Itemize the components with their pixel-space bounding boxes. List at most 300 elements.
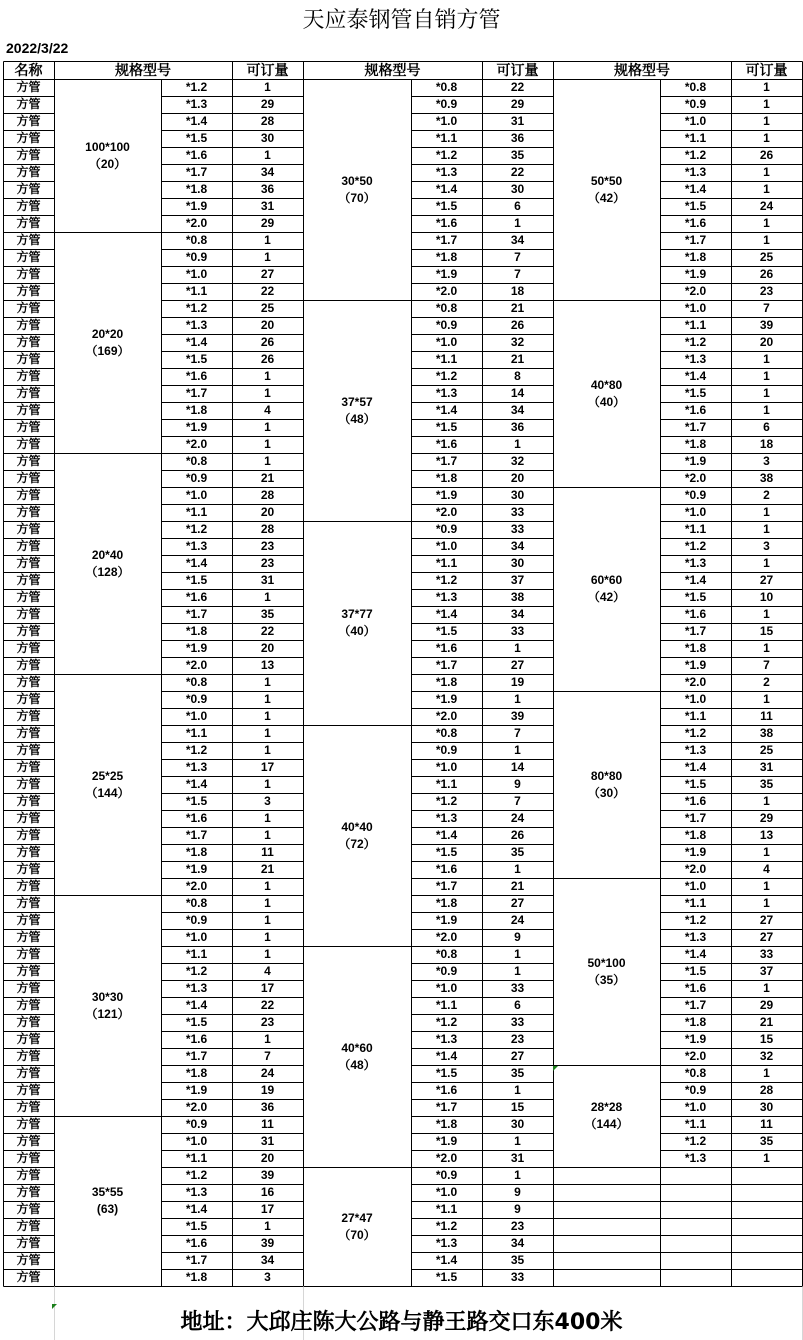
qty-cell: 13 bbox=[759, 828, 774, 842]
spec-cell bbox=[553, 878, 660, 1065]
spec-cell bbox=[553, 79, 660, 300]
thickness-cell: *1.5 bbox=[684, 964, 707, 978]
qty-cell: 29 bbox=[260, 216, 275, 230]
thickness-cell: *0.9 bbox=[185, 1117, 208, 1131]
qty-cell: 1 bbox=[264, 930, 271, 944]
thickness-cell: *1.0 bbox=[684, 879, 707, 893]
spec-cell bbox=[54, 232, 161, 453]
qty-cell: 25 bbox=[260, 301, 275, 315]
qty-cell: 1 bbox=[514, 437, 521, 451]
spec-size: 20*40 bbox=[91, 547, 124, 562]
thickness-cell: *1.5 bbox=[684, 590, 707, 604]
thickness-cell: *1.3 bbox=[185, 318, 208, 332]
thickness-cell: *1.3 bbox=[435, 811, 458, 825]
thickness-cell: *2.0 bbox=[684, 675, 707, 689]
qty-cell: 30 bbox=[510, 556, 525, 570]
thickness-cell: *1.1 bbox=[185, 726, 208, 740]
row-name-cell: 方管 bbox=[16, 794, 41, 808]
qty-cell: 20 bbox=[759, 335, 774, 349]
row-name-cell: 方管 bbox=[16, 471, 41, 485]
qty-cell: 21 bbox=[510, 301, 525, 315]
qty-cell: 1 bbox=[763, 556, 770, 570]
qty-cell: 17 bbox=[260, 1202, 275, 1216]
qty-cell: 34 bbox=[510, 1236, 525, 1250]
row-name-cell: 方管 bbox=[16, 828, 41, 842]
spec-total: （70） bbox=[338, 1227, 376, 1242]
thickness-cell: *1.2 bbox=[684, 1134, 707, 1148]
spec-cell bbox=[553, 487, 660, 691]
thickness-cell: *0.9 bbox=[435, 97, 458, 111]
row-name-cell: 方管 bbox=[16, 862, 41, 876]
spec-total: （48） bbox=[338, 411, 376, 426]
spec-cell bbox=[303, 725, 411, 946]
qty-cell: 6 bbox=[514, 998, 521, 1012]
qty-cell: 1 bbox=[763, 403, 770, 417]
thickness-cell: *2.0 bbox=[435, 1151, 458, 1165]
thickness-cell: *1.9 bbox=[684, 454, 707, 468]
thickness-cell: *1.4 bbox=[185, 114, 208, 128]
qty-cell: 19 bbox=[510, 675, 525, 689]
qty-cell: 1 bbox=[264, 709, 271, 723]
row-name-cell: 方管 bbox=[16, 420, 41, 434]
thickness-cell: *1.8 bbox=[185, 403, 208, 417]
row-name-cell: 方管 bbox=[16, 97, 41, 111]
spec-total: （40） bbox=[338, 624, 376, 638]
thickness-cell: *2.0 bbox=[435, 505, 458, 519]
qty-cell: 39 bbox=[510, 709, 525, 723]
thickness-cell: *1.1 bbox=[684, 522, 707, 536]
thickness-cell: *1.1 bbox=[684, 1117, 707, 1131]
thickness-cell: *1.0 bbox=[185, 930, 208, 944]
qty-cell: 3 bbox=[264, 794, 271, 808]
qty-cell: 1 bbox=[264, 590, 271, 604]
row-name-cell: 方管 bbox=[16, 692, 41, 706]
thickness-cell: *1.7 bbox=[185, 1049, 208, 1063]
qty-cell: 2 bbox=[763, 675, 770, 689]
qty-cell: 33 bbox=[510, 1015, 525, 1029]
qty-cell: 31 bbox=[510, 114, 525, 128]
row-name-cell: 方管 bbox=[16, 947, 41, 961]
thickness-cell: *0.9 bbox=[684, 488, 707, 502]
thickness-cell: *0.8 bbox=[185, 675, 208, 689]
qty-cell: 1 bbox=[763, 981, 770, 995]
qty-cell: 1 bbox=[264, 913, 271, 927]
thickness-cell: *0.8 bbox=[684, 1066, 707, 1080]
qty-cell: 7 bbox=[514, 267, 521, 281]
qty-cell: 1 bbox=[763, 607, 770, 621]
qty-cell: 25 bbox=[759, 250, 774, 264]
qty-cell: 37 bbox=[759, 964, 774, 978]
qty-cell: 36 bbox=[260, 182, 275, 196]
qty-cell: 1 bbox=[264, 454, 271, 468]
thickness-cell: *1.5 bbox=[185, 352, 208, 366]
qty-cell: 1 bbox=[763, 386, 770, 400]
thickness-cell: *0.9 bbox=[435, 318, 458, 332]
qty-cell: 28 bbox=[260, 522, 275, 536]
qty-cell: 3 bbox=[763, 539, 770, 553]
thickness-cell: *1.2 bbox=[435, 1015, 458, 1029]
thickness-cell: *1.4 bbox=[684, 947, 707, 961]
qty-cell: 14 bbox=[510, 760, 525, 774]
row-name-cell: 方管 bbox=[16, 216, 41, 230]
thickness-cell: *1.5 bbox=[684, 777, 707, 791]
spec-size: 37*57 bbox=[341, 394, 373, 409]
thickness-cell: *1.4 bbox=[684, 369, 707, 383]
spec-cell bbox=[303, 79, 411, 300]
thickness-cell: *1.9 bbox=[684, 267, 707, 281]
thickness-cell: *1.1 bbox=[435, 777, 458, 791]
thickness-cell: *1.9 bbox=[435, 1134, 458, 1148]
spec-cell bbox=[54, 453, 161, 674]
row-name-cell: 方管 bbox=[16, 1117, 41, 1131]
qty-cell: 1 bbox=[514, 743, 521, 757]
thickness-cell: *1.7 bbox=[684, 420, 707, 434]
row-name-cell: 方管 bbox=[16, 165, 41, 179]
thickness-cell: *1.3 bbox=[435, 590, 458, 604]
thickness-cell: *1.2 bbox=[185, 1168, 208, 1182]
thickness-cell: *2.0 bbox=[185, 658, 208, 672]
thickness-cell: *1.5 bbox=[185, 794, 208, 808]
qty-cell: 3 bbox=[264, 1270, 271, 1284]
qty-cell: 38 bbox=[510, 590, 525, 604]
thickness-cell: *1.4 bbox=[185, 556, 208, 570]
spec-total: （70） bbox=[338, 190, 376, 205]
thickness-cell: *2.0 bbox=[684, 284, 707, 298]
spec-cell bbox=[553, 300, 660, 487]
qty-cell: 1 bbox=[264, 148, 271, 162]
qty-cell: 20 bbox=[260, 641, 275, 655]
spec-cell bbox=[303, 521, 411, 725]
qty-cell: 20 bbox=[260, 1151, 275, 1165]
thickness-cell: *0.9 bbox=[435, 743, 458, 757]
qty-cell: 1 bbox=[763, 896, 770, 910]
spec-size: 37*77 bbox=[341, 607, 373, 621]
thickness-cell: *1.4 bbox=[185, 1202, 208, 1216]
thickness-cell: *1.2 bbox=[185, 522, 208, 536]
spec-cell bbox=[54, 1116, 161, 1286]
thickness-cell: *1.1 bbox=[435, 1202, 458, 1216]
thickness-cell: *0.9 bbox=[435, 964, 458, 978]
qty-cell: 21 bbox=[260, 471, 275, 485]
thickness-cell: *1.8 bbox=[684, 437, 707, 451]
thickness-cell: *1.2 bbox=[435, 148, 458, 162]
qty-cell: 1 bbox=[514, 862, 521, 876]
thickness-cell: *1.6 bbox=[684, 216, 707, 230]
row-name-cell: 方管 bbox=[16, 199, 41, 213]
thickness-cell: *0.8 bbox=[435, 80, 458, 94]
qty-cell: 26 bbox=[759, 267, 774, 281]
thickness-cell: *1.6 bbox=[435, 1083, 458, 1097]
qty-cell: 1 bbox=[264, 1032, 271, 1046]
spec-total: （30） bbox=[587, 785, 626, 800]
spec-cell bbox=[303, 300, 411, 521]
thickness-cell: *1.6 bbox=[684, 607, 707, 621]
thickness-cell: *1.7 bbox=[684, 811, 707, 825]
qty-cell: 17 bbox=[260, 760, 275, 774]
thickness-cell: *1.5 bbox=[435, 1270, 458, 1284]
thickness-cell: *1.1 bbox=[435, 556, 458, 570]
thickness-cell: *1.9 bbox=[185, 862, 208, 876]
thickness-cell: *1.1 bbox=[185, 947, 208, 961]
thickness-cell: *1.2 bbox=[684, 913, 707, 927]
thickness-cell: *1.8 bbox=[684, 1015, 707, 1029]
thickness-cell: *1.2 bbox=[435, 794, 458, 808]
spec-size: 28*28 bbox=[590, 1100, 623, 1114]
thickness-cell: *1.0 bbox=[185, 1134, 208, 1148]
thickness-cell: *1.0 bbox=[684, 692, 707, 706]
qty-cell: 11 bbox=[261, 845, 274, 859]
header-qty-1: 可订量 bbox=[246, 62, 289, 78]
thickness-cell: *1.6 bbox=[684, 794, 707, 808]
spec-cell bbox=[553, 1065, 660, 1167]
row-name-cell: 方管 bbox=[16, 981, 41, 995]
qty-cell: 9 bbox=[514, 1185, 521, 1199]
sheet-date: 2022/3/22 bbox=[6, 40, 69, 56]
thickness-cell: *2.0 bbox=[185, 1100, 208, 1114]
spec-size: 40*80 bbox=[590, 377, 623, 392]
qty-cell: 28 bbox=[260, 114, 275, 128]
qty-cell: 35 bbox=[759, 777, 774, 791]
spec-size: 60*60 bbox=[590, 573, 623, 587]
thickness-cell: *1.9 bbox=[684, 845, 707, 859]
thickness-cell: *2.0 bbox=[684, 862, 707, 876]
qty-cell: 28 bbox=[260, 488, 275, 502]
thickness-cell: *2.0 bbox=[435, 930, 458, 944]
qty-cell: 1 bbox=[763, 1151, 770, 1165]
qty-cell: 1 bbox=[264, 692, 271, 706]
thickness-cell: *1.0 bbox=[684, 114, 707, 128]
thickness-cell: *1.4 bbox=[185, 335, 208, 349]
thickness-cell: *1.7 bbox=[185, 386, 208, 400]
qty-cell: 33 bbox=[510, 624, 525, 638]
thickness-cell: *1.3 bbox=[684, 556, 707, 570]
qty-cell: 1 bbox=[514, 692, 521, 706]
thickness-cell: *1.7 bbox=[435, 1100, 458, 1114]
qty-cell: 35 bbox=[759, 1134, 774, 1148]
row-name-cell: 方管 bbox=[16, 1049, 41, 1063]
qty-cell: 1 bbox=[763, 97, 770, 111]
qty-cell: 7 bbox=[514, 794, 521, 808]
qty-cell: 6 bbox=[763, 420, 770, 434]
thickness-cell: *1.1 bbox=[435, 352, 458, 366]
qty-cell: 37 bbox=[510, 573, 525, 587]
qty-cell: 4 bbox=[264, 964, 271, 978]
row-name-cell: 方管 bbox=[16, 1185, 41, 1199]
thickness-cell: *1.8 bbox=[185, 1270, 208, 1284]
qty-cell: 24 bbox=[510, 811, 525, 825]
qty-cell: 15 bbox=[510, 1100, 525, 1114]
qty-cell: 20 bbox=[260, 505, 275, 519]
qty-cell: 1 bbox=[264, 250, 271, 264]
qty-cell: 1 bbox=[763, 522, 770, 536]
qty-cell: 35 bbox=[510, 148, 525, 162]
qty-cell: 36 bbox=[510, 420, 525, 434]
thickness-cell: *1.8 bbox=[684, 828, 707, 842]
thickness-cell: *1.0 bbox=[435, 335, 458, 349]
qty-cell: 36 bbox=[260, 1100, 275, 1114]
qty-cell: 34 bbox=[260, 1253, 275, 1267]
thickness-cell: *0.9 bbox=[185, 471, 208, 485]
row-name-cell: 方管 bbox=[16, 1168, 41, 1182]
qty-cell: 1 bbox=[763, 505, 770, 519]
qty-cell: 1 bbox=[264, 437, 271, 451]
thickness-cell: *1.2 bbox=[435, 1219, 458, 1233]
row-name-cell: 方管 bbox=[16, 1219, 41, 1233]
spec-total: （48） bbox=[338, 1057, 376, 1072]
thickness-cell: *2.0 bbox=[185, 216, 208, 230]
spec-cell bbox=[303, 1167, 411, 1286]
qty-cell: 22 bbox=[260, 998, 275, 1012]
qty-cell: 14 bbox=[510, 386, 525, 400]
thickness-cell: *1.7 bbox=[684, 998, 707, 1012]
qty-cell: 23 bbox=[260, 556, 275, 570]
spec-total: （128） bbox=[85, 564, 130, 579]
spec-size: 25*25 bbox=[91, 768, 124, 783]
qty-cell: 26 bbox=[759, 148, 774, 162]
qty-cell: 1 bbox=[264, 828, 271, 842]
qty-cell: 27 bbox=[510, 896, 525, 910]
row-name-cell: 方管 bbox=[16, 1066, 41, 1080]
qty-cell: 20 bbox=[510, 471, 525, 485]
thickness-cell: *1.4 bbox=[435, 828, 458, 842]
qty-cell: 35 bbox=[260, 607, 275, 621]
thickness-cell: *0.8 bbox=[435, 726, 458, 740]
qty-cell: 18 bbox=[510, 284, 525, 298]
thickness-cell: *1.8 bbox=[185, 1066, 208, 1080]
thickness-cell: *1.0 bbox=[185, 267, 208, 281]
thickness-cell: *1.9 bbox=[185, 199, 208, 213]
qty-cell: 31 bbox=[759, 760, 774, 774]
row-name-cell: 方管 bbox=[16, 1015, 41, 1029]
qty-cell: 16 bbox=[260, 1185, 275, 1199]
qty-cell: 26 bbox=[510, 828, 525, 842]
qty-cell: 39 bbox=[260, 1168, 275, 1182]
row-name-cell: 方管 bbox=[16, 743, 41, 757]
thickness-cell: *1.6 bbox=[435, 216, 458, 230]
qty-cell: 1 bbox=[514, 1083, 521, 1097]
thickness-cell: *1.4 bbox=[435, 607, 458, 621]
thickness-cell: *1.4 bbox=[684, 182, 707, 196]
spec-size: 20*20 bbox=[91, 326, 124, 341]
row-name-cell: 方管 bbox=[16, 403, 41, 417]
qty-cell: 27 bbox=[510, 1049, 525, 1063]
qty-cell: 33 bbox=[510, 505, 525, 519]
thickness-cell: *1.8 bbox=[185, 182, 208, 196]
thickness-cell: *0.8 bbox=[185, 454, 208, 468]
qty-cell: 35 bbox=[510, 845, 525, 859]
qty-cell: 4 bbox=[264, 403, 271, 417]
spec-size: 50*100 bbox=[587, 955, 626, 970]
qty-cell: 1 bbox=[763, 1066, 770, 1080]
spec-size: 27*47 bbox=[341, 1210, 373, 1225]
qty-cell: 11 bbox=[760, 709, 773, 723]
qty-cell: 1 bbox=[763, 131, 770, 145]
thickness-cell: *0.9 bbox=[185, 913, 208, 927]
row-name-cell: 方管 bbox=[16, 1134, 41, 1148]
qty-cell: 9 bbox=[514, 777, 521, 791]
thickness-cell: *2.0 bbox=[435, 284, 458, 298]
spec-cell bbox=[54, 674, 161, 895]
header-spec-2: 规格型号 bbox=[364, 62, 421, 78]
row-name-cell: 方管 bbox=[16, 726, 41, 740]
thickness-cell: *1.0 bbox=[684, 301, 707, 315]
spec-size: 50*50 bbox=[590, 173, 623, 188]
spec-total: （20） bbox=[88, 156, 127, 171]
thickness-cell: *1.1 bbox=[684, 318, 707, 332]
row-name-cell: 方管 bbox=[16, 131, 41, 145]
row-name-cell: 方管 bbox=[16, 913, 41, 927]
qty-cell: 21 bbox=[260, 862, 275, 876]
qty-cell: 39 bbox=[260, 1236, 275, 1250]
qty-cell: 31 bbox=[260, 1134, 275, 1148]
thickness-cell: *1.6 bbox=[684, 403, 707, 417]
qty-cell: 1 bbox=[264, 233, 271, 247]
qty-cell: 24 bbox=[260, 1066, 275, 1080]
thickness-cell: *1.6 bbox=[185, 1032, 208, 1046]
thickness-cell: *0.8 bbox=[435, 301, 458, 315]
qty-cell: 11 bbox=[760, 1117, 773, 1131]
qty-cell: 20 bbox=[260, 318, 275, 332]
qty-cell: 18 bbox=[759, 437, 774, 451]
qty-cell: 21 bbox=[510, 352, 525, 366]
qty-cell: 1 bbox=[514, 641, 521, 655]
row-name-cell: 方管 bbox=[16, 233, 41, 247]
row-name-cell: 方管 bbox=[16, 352, 41, 366]
row-name-cell: 方管 bbox=[16, 1270, 41, 1284]
thickness-cell: *1.8 bbox=[435, 1117, 458, 1131]
thickness-cell: *1.4 bbox=[185, 777, 208, 791]
header-qty-3: 可订量 bbox=[745, 62, 788, 78]
row-name-cell: 方管 bbox=[16, 1100, 41, 1114]
qty-cell: 15 bbox=[759, 624, 774, 638]
row-name-cell: 方管 bbox=[16, 335, 41, 349]
thickness-cell: *1.0 bbox=[684, 505, 707, 519]
header-qty-2: 可订量 bbox=[496, 62, 539, 78]
thickness-cell: *1.3 bbox=[435, 1032, 458, 1046]
spec-size: 30*50 bbox=[341, 173, 373, 188]
spec-total: （35） bbox=[587, 972, 626, 987]
qty-cell: 1 bbox=[763, 845, 770, 859]
thickness-cell: *1.5 bbox=[185, 1015, 208, 1029]
thickness-cell: *1.4 bbox=[435, 403, 458, 417]
qty-cell: 1 bbox=[763, 216, 770, 230]
qty-cell: 34 bbox=[510, 607, 525, 621]
qty-cell: 22 bbox=[260, 624, 275, 638]
qty-cell: 15 bbox=[759, 1032, 774, 1046]
thickness-cell: *1.0 bbox=[435, 114, 458, 128]
row-name-cell: 方管 bbox=[16, 1151, 41, 1165]
qty-cell: 27 bbox=[759, 573, 774, 587]
row-name-cell: 方管 bbox=[16, 675, 41, 689]
row-name-cell: 方管 bbox=[16, 114, 41, 128]
qty-cell: 9 bbox=[514, 930, 521, 944]
header-spec-3: 规格型号 bbox=[614, 62, 670, 78]
thickness-cell: *1.5 bbox=[684, 199, 707, 213]
thickness-cell: *1.0 bbox=[435, 981, 458, 995]
spec-total: (63) bbox=[96, 1202, 119, 1216]
row-name-cell: 方管 bbox=[16, 811, 41, 825]
thickness-cell: *1.5 bbox=[435, 624, 458, 638]
thickness-cell: *1.1 bbox=[435, 998, 458, 1012]
qty-cell: 1 bbox=[264, 369, 271, 383]
thickness-cell: *1.4 bbox=[435, 1253, 458, 1267]
qty-cell: 30 bbox=[510, 488, 525, 502]
thickness-cell: *1.9 bbox=[684, 658, 707, 672]
header-name: 名称 bbox=[14, 62, 43, 78]
thickness-cell: *1.5 bbox=[435, 420, 458, 434]
spec-total: （72） bbox=[338, 836, 376, 851]
thickness-cell: *1.3 bbox=[684, 1151, 707, 1165]
